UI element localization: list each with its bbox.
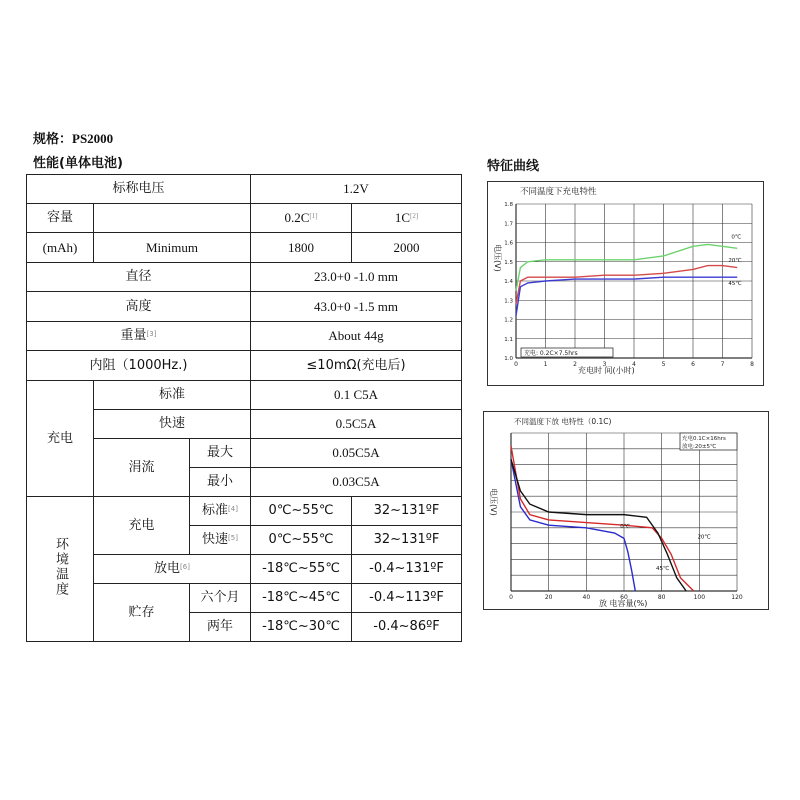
x-tick-label: 2 [573, 361, 577, 368]
spec-heading [33, 128, 113, 147]
y-tick-label: 1.8 [504, 202, 513, 208]
x-axis-label: 放 电容量(%) [599, 599, 648, 608]
minimum-label: Minimum [94, 233, 251, 263]
diameter-value: 23.0+0 -1.0 mm [251, 263, 462, 292]
x-tick-label: 0 [514, 361, 518, 368]
height-value: 43.0+0 -1.5 mm [251, 292, 462, 322]
series-label: 0℃ [731, 234, 742, 241]
nominal-voltage-label: 标称电压 [27, 175, 251, 204]
series-line-3 [516, 277, 737, 316]
env-std-label: 标准[4] [190, 497, 251, 526]
y-tick-label: 1.3 [504, 298, 513, 305]
charge-label: 充电 [27, 381, 94, 497]
nominal-voltage-value: 1.2V [251, 175, 462, 204]
capacity-rate-b: 1C[2] [352, 204, 462, 233]
discharge-chart-svg [484, 412, 768, 609]
y-tick-label: 1.2 [504, 317, 513, 324]
discharge-chart [483, 411, 769, 610]
y-tick-label: 1.0 [504, 356, 513, 362]
x-axis-label: 充电时 间(小时) [578, 366, 635, 375]
x-tick-label: 40 [582, 594, 591, 601]
capacity-unit: (mAh) [27, 233, 94, 263]
env-discharge-fahrenheit: -0.4~131ºF [352, 555, 462, 584]
x-tick-label: 100 [693, 594, 706, 601]
minimum-value-b: 2000 [352, 233, 462, 263]
env-fast-label: 快速[5] [190, 526, 251, 555]
legend-text: 放电:20±5℃ [682, 444, 717, 450]
series-label: 45℃ [656, 565, 670, 572]
env-two-year-label: 两年 [190, 613, 251, 642]
capacity-label: 容量 [27, 204, 94, 233]
resistance-value: ≤10mΩ(充电后) [251, 351, 462, 381]
trickle-max-value: 0.05C5A [251, 439, 462, 468]
trickle-max-label: 最大 [190, 439, 251, 468]
env-storage-label: 贮存 [94, 584, 190, 642]
x-tick-label: 60 [620, 594, 628, 601]
charge-chart [487, 181, 764, 386]
env-two-year-celsius: -18℃~30℃ [251, 613, 352, 642]
x-tick-label: 5 [661, 361, 666, 368]
chart-title: 不同温度下充电特性 [520, 187, 597, 197]
y-tick-label: 1.5 [504, 259, 513, 266]
weight-label: 重量[3] [27, 322, 251, 351]
env-std-fahrenheit: 32~131ºF [352, 497, 462, 526]
legend-text: 充电: 0.2C×7.5hrs [524, 350, 578, 357]
env-std-celsius: 0℃~55℃ [251, 497, 352, 526]
x-tick-label: 0 [509, 594, 513, 601]
x-tick-label: 7 [720, 361, 725, 368]
env-fast-fahrenheit: 32~131ºF [352, 526, 462, 555]
characteristic-curves-heading: 特征曲线 [487, 159, 540, 174]
y-tick-label: 1.1 [504, 336, 513, 343]
charge-standard-value: 0.1 C5A [251, 381, 462, 410]
trickle-label: 涓流 [94, 439, 190, 497]
x-tick-label: 6 [691, 361, 695, 368]
series-label: 0℃ [620, 523, 630, 530]
charge-standard-label: 标准 [94, 381, 251, 410]
capacity-blank [94, 204, 251, 233]
y-tick-label: 1.6 [504, 240, 513, 247]
x-tick-label: 3 [602, 361, 607, 368]
series-line-1 [516, 244, 737, 290]
x-tick-label: 8 [750, 361, 754, 368]
diameter-label: 直径 [27, 263, 251, 292]
y-tick-label: 1.4 [504, 279, 513, 285]
y-tick-label: 1.7 [504, 221, 513, 228]
charge-chart-svg [488, 182, 763, 385]
trickle-min-value: 0.03C5A [251, 468, 462, 497]
minimum-value-a: 1800 [251, 233, 352, 263]
y-axis-label: 电压(V) [489, 488, 498, 516]
env-fast-celsius: 0℃~55℃ [251, 526, 352, 555]
series-label: 20℃ [697, 534, 711, 541]
spec-table [26, 174, 462, 642]
charge-fast-value: 0.5C5A [251, 410, 462, 439]
spec-label: 规格： [33, 132, 73, 147]
env-six-month-label: 六个月 [190, 584, 251, 613]
resistance-label: 内阻（1000Hz.) [27, 351, 251, 381]
x-tick-label: 1 [543, 361, 548, 368]
capacity-rate-a: 0.2C[1] [251, 204, 352, 233]
series-line-2 [516, 266, 737, 305]
legend-text: 充电0.1C×16hrs [682, 436, 726, 442]
env-charge-label: 充电 [94, 497, 190, 555]
x-tick-label: 120 [731, 594, 743, 601]
model-number: PS2000 [72, 131, 114, 146]
charge-fast-label: 快速 [94, 410, 251, 439]
env-six-month-celsius: -18℃~45℃ [251, 584, 352, 613]
env-temp-label: 环境温度 [27, 497, 94, 642]
weight-value: About 44g [251, 322, 462, 351]
trickle-min-label: 最小 [190, 468, 251, 497]
env-six-month-fahrenheit: -0.4~113ºF [352, 584, 462, 613]
env-discharge-label: 放电[6] [94, 555, 251, 584]
x-tick-label: 20 [544, 594, 553, 601]
performance-heading: 性能(单体电池) [33, 156, 123, 171]
env-discharge-celsius: -18℃~55℃ [251, 555, 352, 584]
x-tick-label: 80 [657, 594, 666, 601]
env-two-year-fahrenheit: -0.4~86ºF [352, 613, 462, 642]
height-label: 高度 [27, 292, 251, 322]
series-label: 45℃ [728, 280, 742, 287]
chart-title: 不同温度下放 电特性（0.1C) [514, 417, 612, 426]
series-label: 20℃ [728, 257, 742, 264]
y-axis-label: 电压(V) [493, 244, 502, 272]
x-tick-label: 4 [632, 361, 636, 368]
